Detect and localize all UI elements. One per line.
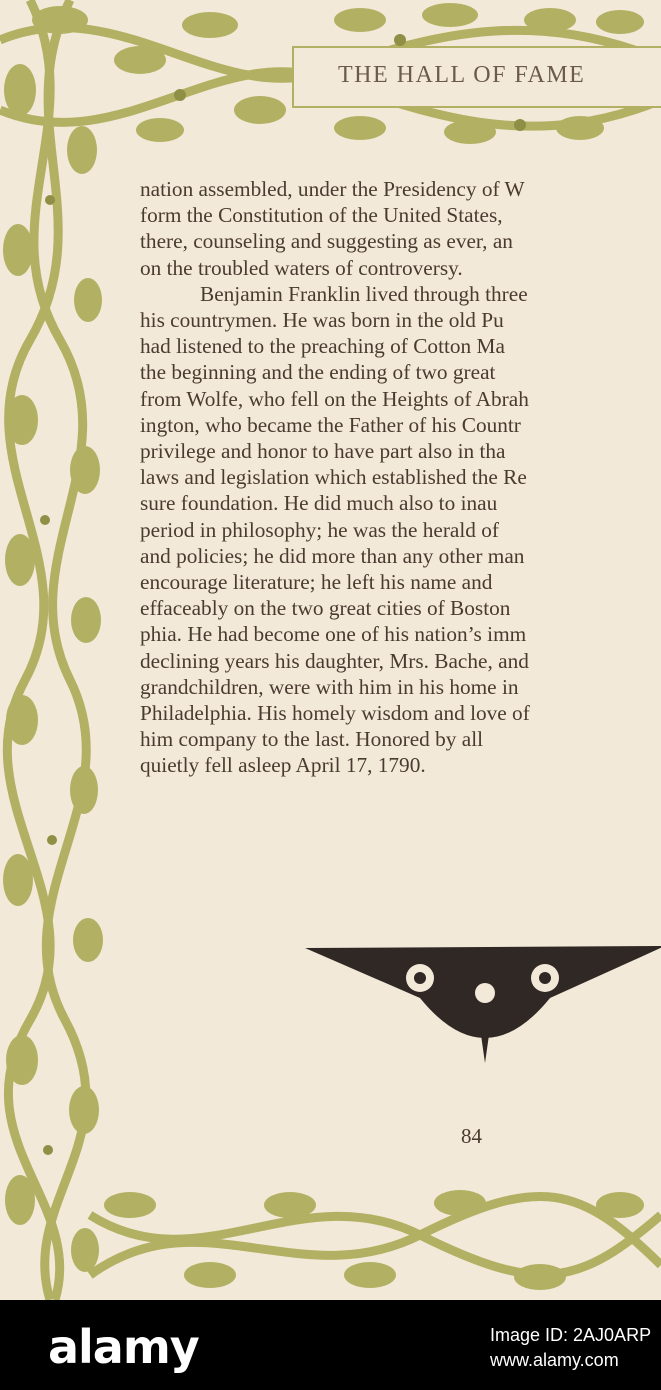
text-line: had listened to the preaching of Cotton Ma — [140, 334, 505, 359]
vine-border-bottom — [0, 1175, 661, 1300]
text-line: Philadelphia. His homely wisdom and love of — [140, 701, 530, 726]
body-text — [140, 176, 661, 779]
text-line: phia. He had become one of his nation’s imm — [140, 622, 527, 647]
text-line: privilege and honor to have part also in tha — [140, 439, 506, 464]
text-line: ington, who became the Father of his Countr — [140, 412, 521, 437]
text-line: grandchildren, were with him in his home in — [140, 674, 519, 699]
text-line: Benjamin Franklin lived through three — [200, 281, 528, 306]
text-line: there, counseling and suggesting as ever, an — [140, 229, 513, 254]
text-line: from Wolfe, who fell on the Heights of Abrah — [140, 386, 529, 411]
vine-border-left — [0, 0, 108, 1300]
text-line: quietly fell asleep April 17, 1790. — [140, 753, 426, 778]
page-number: 84 — [461, 1124, 482, 1148]
text-line: declining years his daughter, Mrs. Bache, and — [140, 648, 529, 673]
running-head-box — [292, 46, 661, 108]
text-line: laws and legislation which established the Re — [140, 465, 527, 490]
text-line: sure foundation. He did much also to inau — [140, 491, 498, 516]
text-line: him company to the last. Honored by all — [140, 727, 484, 752]
text-line: period in philosophy; he was the herald of — [140, 517, 500, 542]
text-line: effaceably on the two great cities of Boston — [140, 596, 511, 621]
running-head: THE HALL OF FAME — [338, 62, 586, 88]
text-line: his countrymen. He was born in the old Pu — [140, 308, 504, 333]
text-line: the beginning and the ending of two great — [140, 360, 496, 385]
text-line: and policies; he did more than any other man — [140, 543, 525, 568]
tailpiece-ornament-icon — [300, 938, 661, 1068]
text-line: on the troubled waters of controversy. — [140, 255, 463, 280]
site-url: www.alamy.com — [490, 1350, 619, 1370]
text-line: nation assembled, under the Presidency of W — [140, 177, 525, 201]
watermark-logo: alamy — [48, 1320, 199, 1374]
image-id-label: Image ID: 2AJ0ARP — [490, 1325, 652, 1345]
text-line: form the Constitution of the United States, — [140, 203, 503, 228]
text-line: encourage literature; he left his name and — [140, 570, 493, 595]
